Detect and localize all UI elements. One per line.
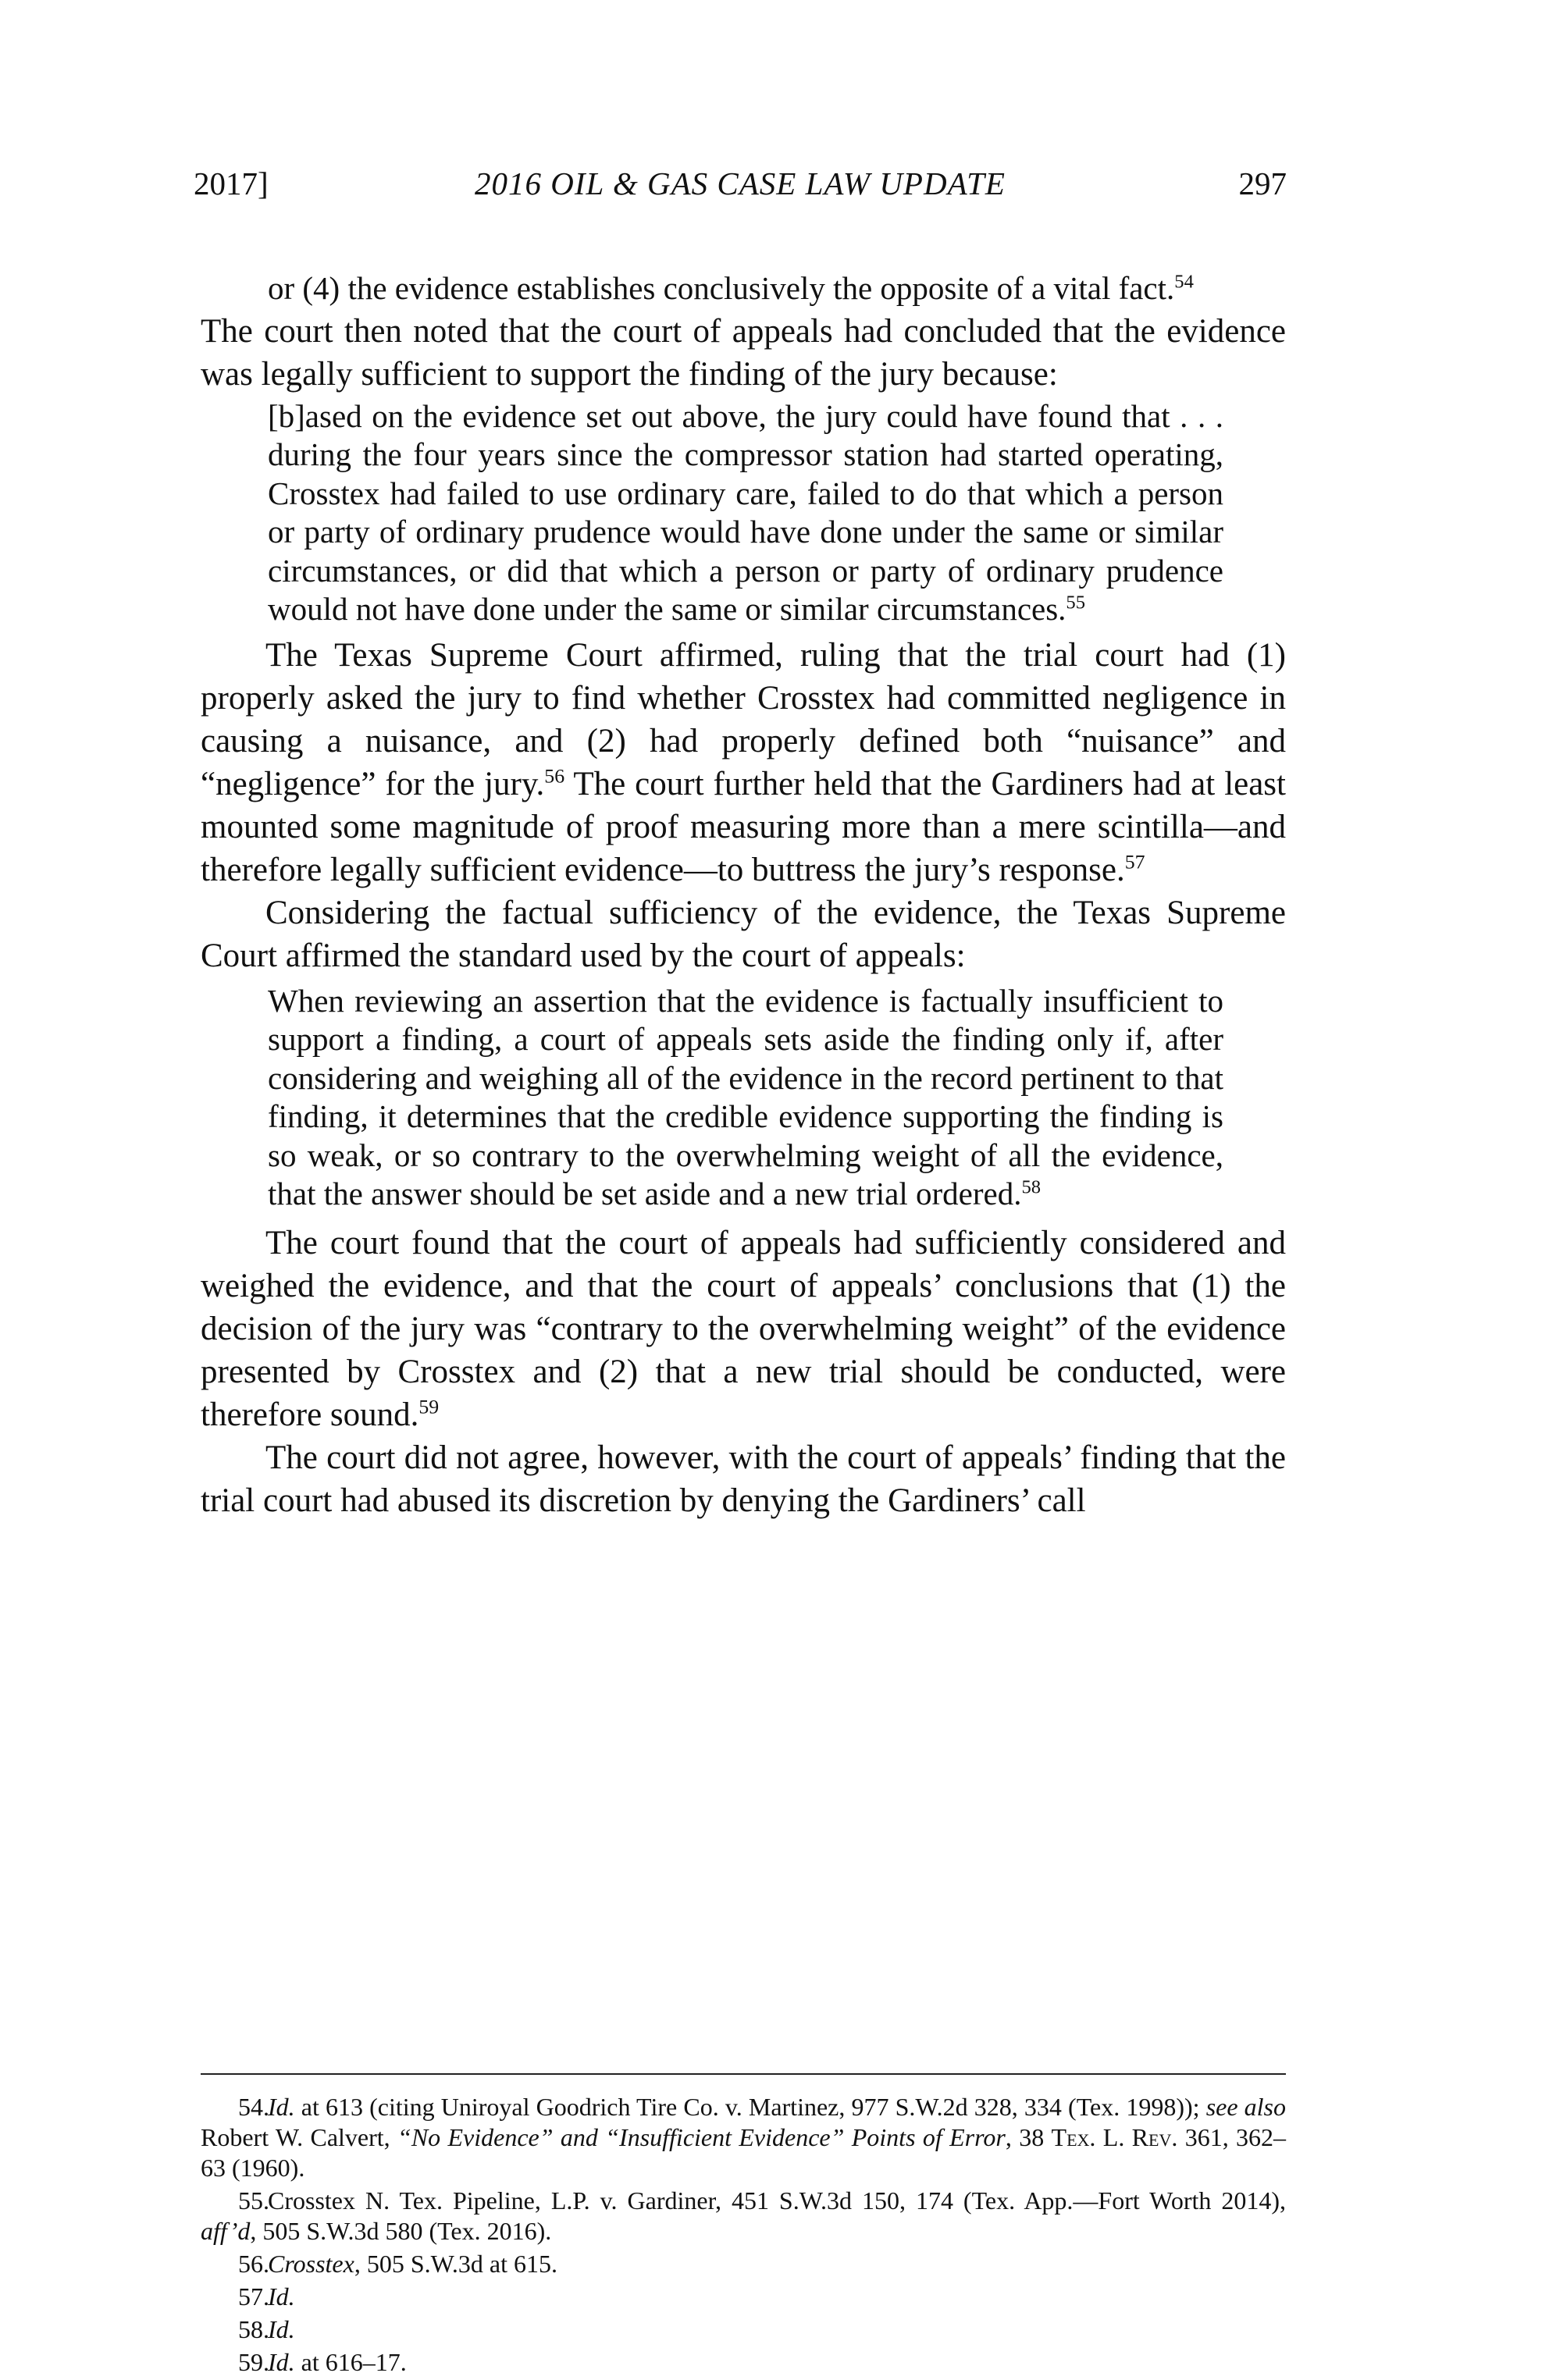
footnote-ref-58[interactable]: 58: [1021, 1176, 1042, 1198]
paragraph-4-text: The court found that the court of appeals had sufficiently considered and weighed the evidence, and that the court of appeals’ conclusions that (1) the decision of the jury was “contrary to the overwhelming weight” of the evidence presented by Crosstex and (2) that a new trial should be conducted, were therefore sound.: [201, 1224, 1286, 1433]
main-text: [201, 269, 1286, 1522]
footnote-ref-57[interactable]: 57: [1124, 850, 1145, 873]
footnote-59-number: 59.: [238, 2348, 269, 2376]
footnote-57: [201, 2282, 1286, 2312]
footnote-55-affd: aff’d: [201, 2217, 251, 2245]
block-quote-3: [268, 982, 1223, 1214]
footnote-54-signal: see also: [1205, 2093, 1287, 2121]
footnote-58-number: 58.: [238, 2315, 269, 2343]
footnote-54-id: Id.: [268, 2093, 295, 2121]
footnote-54-text-1: at 613 (citing Uniroyal Goodrich Tire Co. v. Martinez, 977 S.W.2d 328, 334 (Tex. 1998));: [294, 2093, 1206, 2121]
block-quote-1: [268, 269, 1223, 308]
paragraph-3: Considering the factual sufficiency of the evidence, the Texas Supreme Court affirmed the standard used by the court of appeals:: [201, 894, 1286, 974]
paragraph-1: The court then noted that the court of appeals had concluded that the evidence was legally sufficient to support the finding of the jury because:: [201, 312, 1286, 393]
footnote-56-text-1: , 505 S.W.3d at 615.: [354, 2250, 557, 2278]
footnote-55-text-1: Crosstex N. Tex. Pipeline, L.P. v. Gardiner, 451 S.W.3d 150, 174 (Tex. App.—Fort Worth 2014),: [268, 2186, 1286, 2215]
page-number: 297: [1238, 165, 1287, 201]
footnote-ref-54[interactable]: 54: [1174, 271, 1194, 293]
header-title: 2016 OIL & GAS CASE LAW UPDATE: [475, 165, 1006, 201]
footnote-54-number: 54.: [238, 2093, 269, 2121]
footnote-ref-56[interactable]: 56: [544, 764, 565, 788]
footnote-59: [201, 2347, 1286, 2378]
footnote-54-text-3: , 38: [1005, 2123, 1052, 2151]
block-quote-2: [268, 397, 1223, 629]
footnote-ref-55[interactable]: 55: [1066, 592, 1086, 614]
footnote-54-text-4: 361, 362–63 (1960).: [201, 2123, 1287, 2182]
footnote-ref-59[interactable]: 59: [418, 1395, 440, 1418]
header-year: 2017]: [194, 165, 269, 201]
footnotes: [201, 2092, 1286, 2380]
footnote-56: [201, 2249, 1286, 2279]
footnote-56-number: 56.: [238, 2250, 269, 2278]
footnote-divider: [201, 2073, 1286, 2075]
paragraph-2-text-a: The Texas Supreme Court affirmed, ruling that the trial court had (1) properly asked the jury to find whether Crosstex had committed negligence in causing a nuisance, and (2) had properly defined both “nuisance” and “negligence” for the jury.: [201, 636, 1286, 802]
paragraph-4: [201, 1222, 1286, 1436]
footnote-59-id: Id.: [268, 2348, 295, 2376]
paragraph-5: The court did not agree, however, with the court of appeals’ finding that the trial court had abused its discretion by denying the Gardiners’ call: [201, 1439, 1286, 1519]
footnote-54-article-title: “No Evidence” and “Insufficient Evidence” Points of Error: [397, 2123, 1006, 2151]
block-quote-2-text: [b]ased on the evidence set out above, the jury could have found that . . . during the four years since the compressor station had started operating, Crosstex had failed to use ordinary care, failed to do that which a person or party of ordinary prudence would have done under the same or similar circumstances, or did that which a person or party of ordinary prudence would not have done under the same or similar circumstances.: [268, 397, 1223, 627]
footnote-58: [201, 2314, 1286, 2345]
footnote-59-text-1: at 616–17.: [294, 2348, 407, 2376]
footnote-57-id: Id.: [268, 2282, 295, 2311]
footnote-55-number: 55.: [238, 2186, 269, 2215]
block-quote-1-text: or (4) the evidence establishes conclusively the opposite of a vital fact.: [268, 270, 1175, 306]
footnote-55: [201, 2186, 1286, 2247]
footnote-57-number: 57.: [238, 2282, 269, 2311]
running-header: [194, 160, 1287, 207]
paragraph-2-text-b: The court further held that the Gardiners had at least mounted some magnitude of proof measuring more than a mere scintilla—and therefore legally sufficient evidence—to buttress the jury’s response.: [201, 765, 1286, 888]
footnote-54: [201, 2092, 1286, 2183]
paragraph-2: [201, 634, 1286, 891]
footnote-55-text-2: , 505 S.W.3d 580 (Tex. 2016).: [250, 2217, 552, 2245]
footnote-54-text-2: Robert W. Calvert,: [201, 2123, 398, 2151]
block-quote-3-text: When reviewing an assertion that the evidence is factually insufficient to support a finding, a court of appeals sets aside the finding only if, after considering and weighing all of the evidence in the record pertinent to that finding, it determines that the credible evidence supporting the finding is so weak, or so contrary to the overwhelming weight of all the evidence, that the answer should be set aside and a new trial ordered.: [268, 982, 1223, 1211]
footnote-58-id: Id.: [268, 2315, 295, 2343]
footnote-56-case: Crosstex: [268, 2250, 354, 2278]
footnote-54-journal: Tex. L. Rev.: [1051, 2123, 1178, 2151]
